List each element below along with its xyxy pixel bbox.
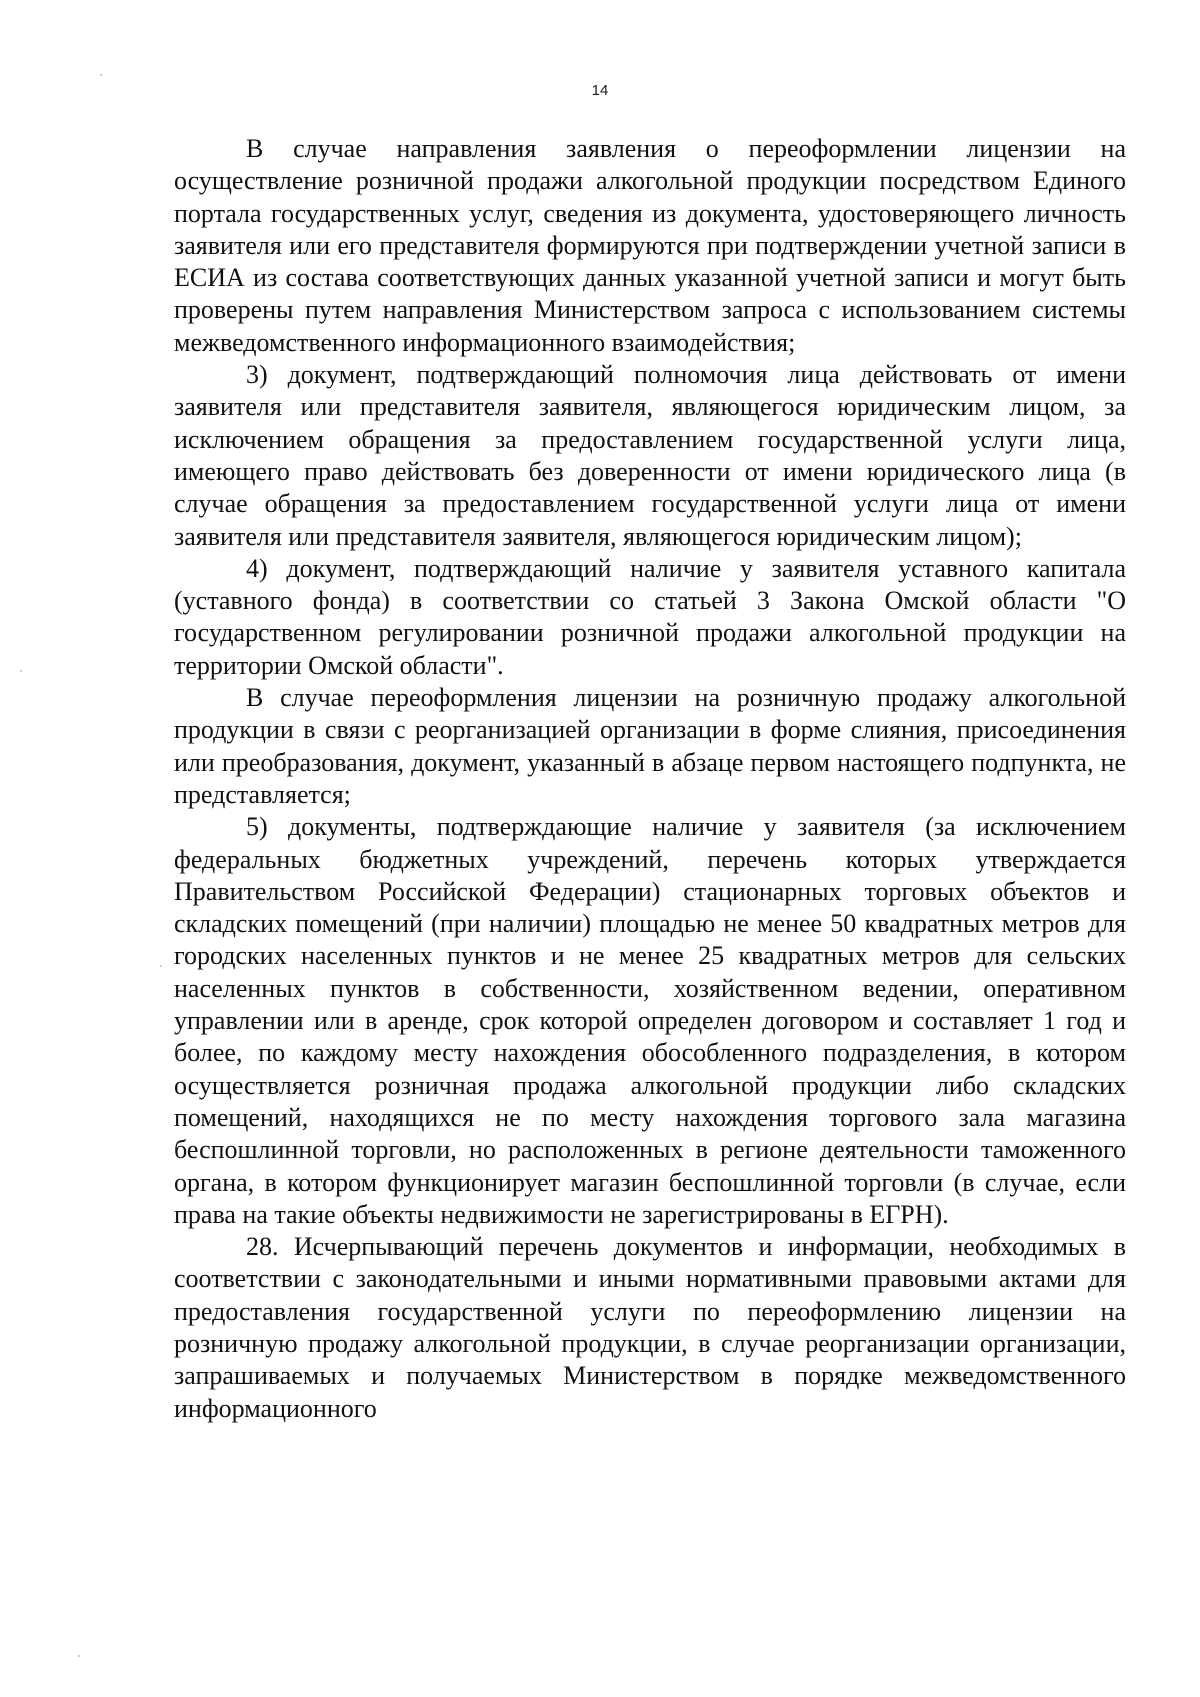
page-number: 14 bbox=[591, 82, 609, 99]
scan-speck bbox=[20, 670, 22, 672]
scan-speck bbox=[160, 965, 162, 967]
paragraph-esia-info: В случае направления заявления о переоформлении лицензии на осуществление розничной продажи алкогольной продукции посредством Единого портала государственных услуг, сведения из документа, удостоверяющего личность заявителя или его представителя формируются при подтверждении учетной записи в ЕСИА из состава соответствующих данных указанной учетной записи и могут быть проверены путем направления Министерством запроса с использованием системы межведомственного информационного взаимодействия; bbox=[174, 134, 1126, 357]
paragraph-reorganization-note: В случае переоформления лицензии на розничную продажу алкогольной продукции в связи с реорганизацией организации в форме слияния, присоединения или преобразования, документ, указанный в абзаце первом настоящего подпункта, не представляется; bbox=[174, 683, 1126, 809]
paragraph-item-4-capital-document: 4) документ, подтверждающий наличие у заявителя уставного капитала (уставного фонда) в соответствии со статьей 3 Закона Омской области "О государственном регулировании розничной продажи алкогольной продукции на территории Омской области". bbox=[174, 553, 1126, 680]
paragraph-28-document-list: 28. Исчерпывающий перечень документов и информации, необходимых в соответствии с законодательными и иными нормативными правовыми актами для предоставления государственной услуги по переоформлению лицензии на розничную продажу алкогольной продукции, в случае реорганизации организации, запрашиваемых и получаемых Министерством в порядке межведомственного информационного bbox=[174, 1232, 1126, 1423]
paragraph-item-5-premises-documents: 5) документы, подтверждающие наличие у заявителя (за исключением федеральных бюджетных учреждений, перечень которых утверждается Правительством Российской Федерации) стационарных торговых объектов и складских помещений (при наличии) площадью не менее 50 квадратных метров для городских населенных пунктов и не менее 25 квадратных метров для сельских населенных пунктов в собственности, хозяйственном ведении, оперативном управлении или в аренде, срок которой определен договором и составляет 1 год и более, по каждому месту нахождения обособленного подразделения, в котором осуществляется розничная продажа алкогольной продукции либо складских помещений, находящихся не по месту нахождения торгового зала магазина беспошлинной торговли, но расположенных в регионе деятельности таможенного органа, в котором функционирует магазин беспошлинной торговли (в случае, если права на такие объекты недвижимости не зарегистрированы в ЕГРН). bbox=[174, 812, 1126, 1229]
document-body bbox=[174, 133, 1126, 1425]
scan-speck bbox=[78, 1655, 80, 1657]
scan-speck bbox=[100, 74, 102, 76]
paragraph-item-3-authority-document: 3) документ, подтверждающий полномочия лица действовать от имени заявителя или представителя заявителя, являющегося юридическим лицом, за исключением обращения за предоставлением государственной услуги лица, имеющего право действовать без доверенности от имени юридического лица (в случае обращения за предоставлением государственной услуги лица от имени заявителя или представителя заявителя, являющегося юридическим лицом); bbox=[174, 360, 1126, 551]
